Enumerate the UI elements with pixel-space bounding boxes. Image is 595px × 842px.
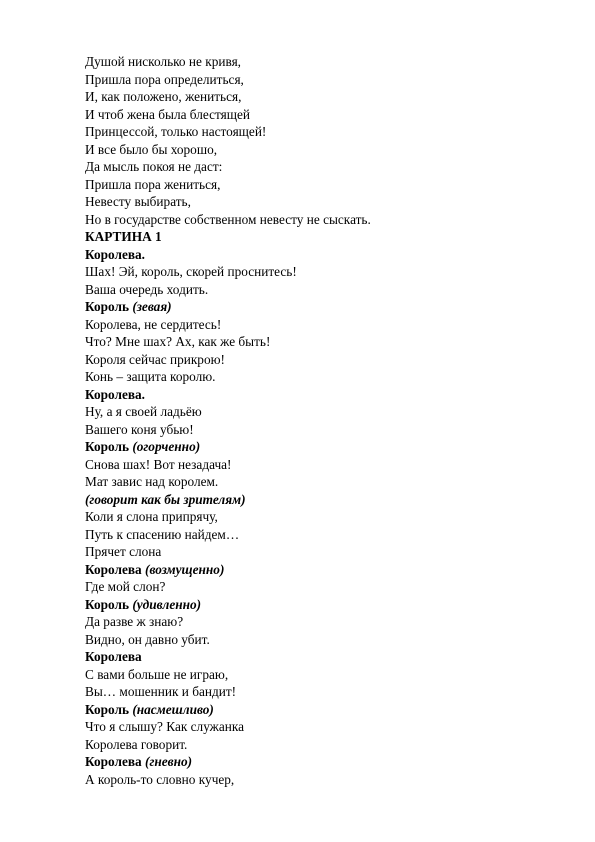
stage-direction-line [85,298,565,316]
line-text: Вы… мошенник и бандит! [85,684,237,699]
line-text: Королева, не сердитесь! [85,316,222,332]
speaker-name: КАРТИНА 1 [85,229,162,244]
verse-line [85,771,565,789]
verse-line [85,176,565,194]
verse-line [85,281,565,299]
verse-line [85,316,565,334]
line-text: Ну, а я своей ладьёю [85,404,202,419]
stage-direction-line [85,491,565,509]
verse-line [85,333,565,351]
speaker-name: Король [85,299,133,314]
line-text: Ваша очередь ходить. [85,281,209,297]
line-text: Видно, он давно убит. [85,631,210,647]
verse-line [85,683,565,701]
stage-direction: (зевая) [132,299,172,314]
verse-line [85,71,565,89]
line-text: Шах! Эй, король, скорей проснитесь! [85,264,297,279]
verse-line [85,631,565,649]
line-text: И все было бы хорошо, [85,141,218,157]
stage-direction-line [85,561,565,579]
line-text: Короля сейчас прикрою! [85,351,225,367]
speaker-name: Королева [85,649,142,664]
line-text: Снова шах! Вот незадача! [85,456,232,472]
line-text: Пришла пора определиться, [85,71,244,87]
line-text: Но в государстве собственном невесту не сыскать. [85,211,371,227]
line-text: Коли я слона припрячу, [85,509,218,524]
stage-direction-line [85,596,565,614]
stage-direction-line [85,438,565,456]
line-text: А король-то словно кучер, [85,771,235,787]
line-text: Прячет слона [85,544,162,559]
speaker-name: Королева [85,754,146,769]
verse-line [85,578,565,596]
verse-line [85,718,565,736]
stage-direction: (удивленно) [132,596,202,612]
stage-direction: (огорченно) [132,439,201,454]
verse-line [85,508,565,526]
speaker-name: Королева [85,561,146,577]
line-text: И, как положено, жениться, [85,89,242,104]
line-text: Что я слышу? Как служанка [85,719,245,734]
speaker-name: Король [85,701,133,717]
verse-line [85,613,565,631]
verse-line [85,543,565,561]
verse-line [85,666,565,684]
line-text: Где мой слон? [85,579,166,594]
speaker-heading [85,228,565,246]
line-text: Мат завис над королем. [85,474,219,489]
line-text: Да разве ж знаю? [85,614,184,629]
line-text: Невесту выбирать, [85,194,191,209]
verse-line [85,88,565,106]
verse-line [85,456,565,474]
verse-line [85,736,565,754]
line-text: Принцессой, только настоящей! [85,124,267,139]
speaker-name: Королева. [85,386,146,402]
line-text: Пришла пора жениться, [85,176,221,192]
verse-line [85,53,565,71]
script-text-body [85,53,565,788]
verse-line [85,403,565,421]
speaker-name: Король [85,439,133,454]
verse-line [85,211,565,229]
line-text: Вашего коня убью! [85,421,194,437]
verse-line [85,123,565,141]
verse-line [85,193,565,211]
line-text: Что? Мне шах? Ах, как же быть! [85,334,271,349]
stage-direction-line [85,701,565,719]
speaker-heading [85,648,565,666]
stage-direction: (гневно) [145,754,193,769]
line-text: Путь к спасению найдем… [85,526,240,542]
stage-direction: (возмущенно) [145,561,225,577]
stage-direction: (говорит как бы зрителям) [85,491,246,507]
verse-line [85,351,565,369]
line-text: Душой нисколько не кривя, [85,54,242,69]
line-text: С вами больше не играю, [85,666,229,682]
speaker-name: Король [85,596,133,612]
line-text: Конь – защита королю. [85,369,216,384]
speaker-heading [85,386,565,404]
speaker-heading [85,246,565,264]
verse-line [85,368,565,386]
verse-line [85,158,565,176]
stage-direction-line [85,753,565,771]
stage-direction: (насмешливо) [132,701,214,717]
speaker-name: Королева. [85,246,146,262]
verse-line [85,263,565,281]
verse-line [85,141,565,159]
line-text: Королева говорит. [85,736,188,752]
verse-line [85,421,565,439]
line-text: Да мысль покоя не даст: [85,159,223,174]
line-text: И чтоб жена была блестящей [85,106,251,122]
verse-line [85,106,565,124]
verse-line [85,526,565,544]
verse-line [85,473,565,491]
